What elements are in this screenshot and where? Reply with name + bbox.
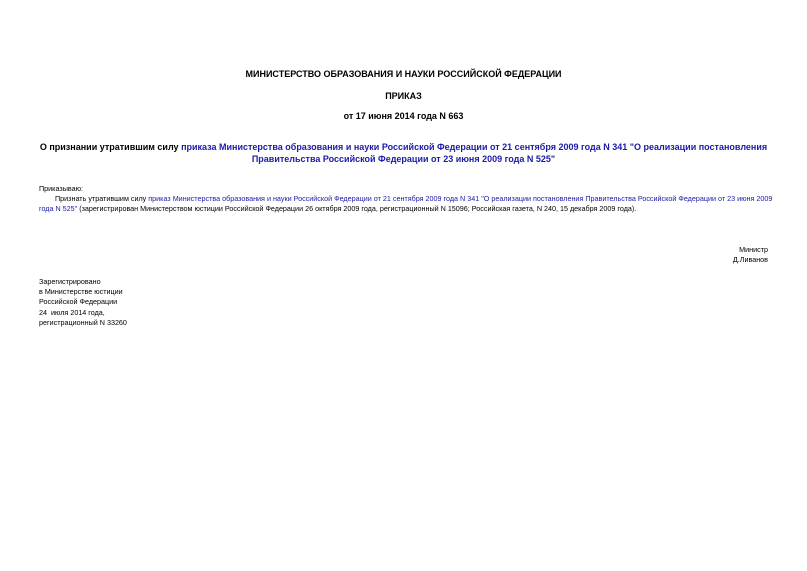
signature-name: Д.Ливанов — [732, 255, 768, 264]
registration-line: регистрационный N 33260 — [39, 317, 127, 327]
registration-line: Российской Федерации — [39, 297, 118, 307]
orders-label: Приказываю: — [39, 184, 83, 193]
registration-line: 24 июля 2014 года, — [39, 307, 105, 317]
registration-line: в Министерстве юстиции — [39, 287, 123, 297]
title-link[interactable]: приказа Министерства образования и науки Российской Федерации от 21 сентября 2009 года N 341 "О реализации постановления Правительства Российской Федерации от 23 июня 2009 года N 525" — [181, 142, 768, 164]
document-title — [30, 142, 777, 165]
ministry-heading: МИНИСТЕРСТВО ОБРАЗОВАНИЯ И НАУКИ РОССИЙСКОЙ ФЕДЕРАЦИИ — [245, 69, 562, 79]
registration-block — [39, 277, 127, 328]
order-date: от 17 июня 2014 года N 663 — [343, 111, 464, 121]
order-paragraph — [39, 194, 774, 214]
signature-title: Министр — [739, 245, 768, 254]
paragraph-link[interactable]: приказ Министерства образования и науки Российской Федерации от 21 сентября 2009 года N 341 "О реализации постановления Правительства Российской Федерации от 23 июня 2009 года N 525" — [39, 194, 773, 213]
paragraph-prefix: Признать утратившим силу — [55, 194, 149, 203]
title-prefix: О признании утратившим силу — [39, 142, 182, 152]
registration-line: Зарегистрировано — [39, 277, 101, 286]
order-heading: ПРИКАЗ — [385, 91, 422, 101]
paragraph-suffix: (зарегистрирован Министерством юстиции Российской Федерации 26 октября 2009 года, регистрационный N 15096; Российская газета, N 240, 15 декабря 2009 года). — [77, 204, 637, 213]
